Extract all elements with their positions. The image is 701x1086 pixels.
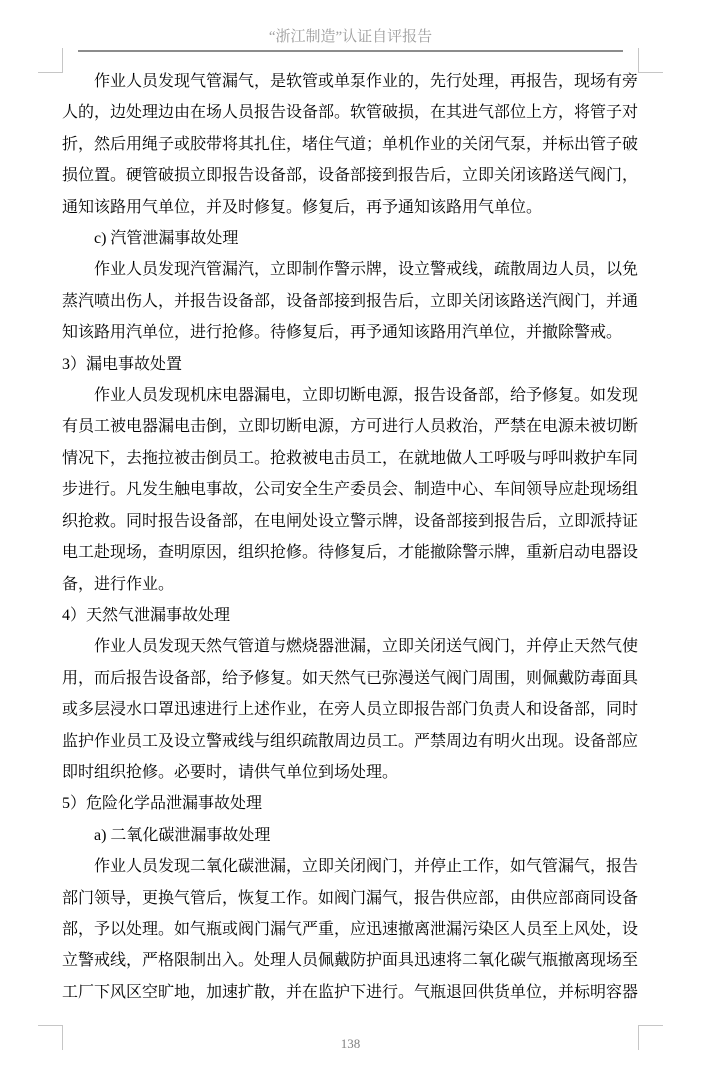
paragraph-co2-leak: 作业人员发现二氧化碳泄漏，立即关闭阀门，并停止工作，如气管漏气，报告部门领导，更换气管后，恢复工作。如阀门漏气，报告供应部，由供应部商同设备部，予以处理。如气瓶或阀门漏气严重，应迅速撤离泄漏污染区人员至上风处，设立警戒线，严格限制出入。处理人员佩戴防护面具迅速将二氧化碳气瓶撤离现场至工厂下风区空旷地，加速扩散，并在监护下进行。气瓶退回供货单位，并标明容器: [62, 858, 639, 1001]
heading-electric-leakage: 3）漏电事故处置: [62, 355, 183, 373]
page-number: 138: [340, 1036, 361, 1051]
paragraph-steam-pipe-leak: 作业人员发现汽管漏汽，立即制作警示牌，设立警戒线，疏散周边人员，以免蒸汽喷出伤人，并报告设备部，设备部接到报告后，立即关闭该路送汽阀门，并通知该路用汽单位，进行抢修。待修复后，再予通知该路用汽单位，并撤除警戒。: [62, 261, 639, 342]
heading-steam-pipe-leak: c) 汽管泄漏事故处理: [94, 230, 239, 248]
heading-natural-gas-leak: 4）天然气泄漏事故处理: [62, 606, 231, 624]
header-rule: [78, 50, 623, 52]
page-header-title: “浙江制造”认证自评报告: [268, 29, 433, 45]
heading-co2-leak: a) 二氧化碳泄漏事故处理: [94, 826, 271, 844]
paragraph-gas-pipe-leak: 作业人员发现气管漏气，是软管或单泵作业的，先行处理，再报告，现场有旁人的，边处理边由在场人员报告设备部。软管破损，在其进气部位上方，将管子对折，然后用绳子或胶带将其扎住，堵住气道；单机作业的关闭气泵，并标出管子破损位置。硬管破损立即报告设备部，设备部接到报告后，立即关闭该路送气阀门，通知该路用气单位，并及时修复。修复后，再予通知该路用气单位。: [62, 73, 639, 216]
crop-mark-top-right: [638, 48, 663, 73]
crop-mark-top-left: [38, 48, 63, 73]
paragraph-electric-leakage: 作业人员发现机床电器漏电，立即切断电源，报告设备部，给予修复。如发现有员工被电器漏电击倒，立即切断电源，方可进行人员救治，严禁在电源未被切断情况下，去拖拉被击倒员工。抢救被电击员工，在就地做人工呼吸与呼叫救护车同步进行。凡发生触电事故，公司安全生产委员会、制造中心、车间领导应赴现场组织抢救。同时报告设备部，在电闸处设立警示牌，设备部接到报告后，立即派持证电工赴现场，查明原因，组织抢修。待修复后，才能撤除警示牌，重新启动电器设备，进行作业。: [62, 387, 639, 593]
heading-hazardous-chemical-leak: 5）危险化学品泄漏事故处理: [62, 795, 263, 813]
paragraph-natural-gas-leak: 作业人员发现天然气管道与燃烧器泄漏，立即关闭送气阀门，并停止天然气使用，而后报告设备部，给予修复。如天然气已弥漫送气阀门周围，则佩戴防毒面具或多层浸水口罩迅速进行上述作业，在旁人员立即报告部门负责人和设备部，同时监护作业员工及设立警戒线与组织疏散周边员工。严禁周边有明火出现。设备部应即时组织抢修。必要时，请供气单位到场处理。: [62, 638, 639, 781]
document-body: [62, 66, 638, 1008]
